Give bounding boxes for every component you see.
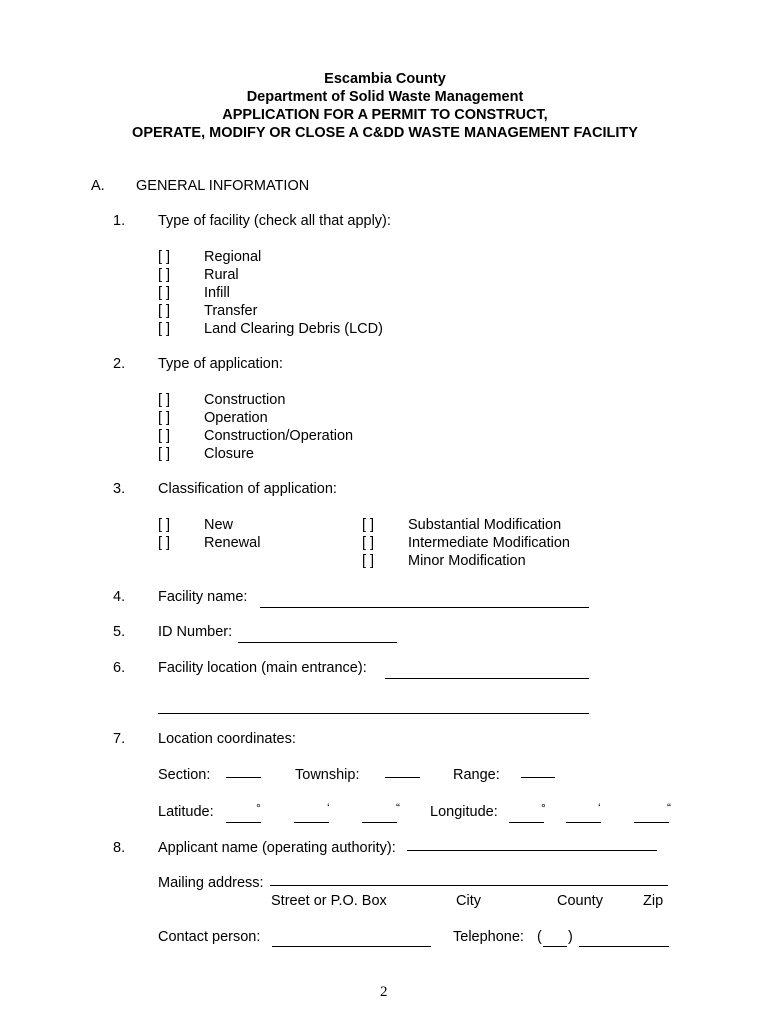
county-caption: County — [557, 893, 603, 909]
q8-label: Applicant name (operating authority): — [158, 840, 396, 856]
checkbox-construction-operation[interactable]: [ ] — [158, 428, 171, 444]
area-code-open-paren: ( — [537, 929, 542, 945]
option-minor-modification: Minor Modification — [408, 553, 526, 569]
checkbox-intermediate-modification[interactable]: [ ] — [362, 535, 375, 551]
longitude-label: Longitude: — [430, 804, 498, 820]
department-title: Department of Solid Waste Management — [246, 89, 524, 105]
q6-label: Facility location (main entrance): — [158, 660, 367, 676]
checkbox-transfer[interactable]: [ ] — [158, 303, 171, 319]
q1-number: 1. — [113, 213, 126, 229]
q4-label: Facility name: — [158, 589, 248, 605]
option-construction-operation: Construction/Operation — [204, 428, 354, 444]
facility-location-field[interactable] — [385, 678, 589, 679]
latitude-label: Latitude: — [158, 804, 214, 820]
longitude-degree-symbol: ° — [541, 801, 546, 815]
section-label: Section: — [158, 767, 211, 783]
contact-person-label: Contact person: — [158, 929, 261, 945]
q2-number: 2. — [113, 356, 126, 372]
checkbox-substantial-modification[interactable]: [ ] — [362, 517, 375, 533]
checkbox-new[interactable]: [ ] — [158, 517, 171, 533]
latitude-minutes-field[interactable] — [294, 822, 329, 823]
id-number-field[interactable] — [238, 642, 397, 643]
checkbox-infill[interactable]: [ ] — [158, 285, 171, 301]
option-transfer: Transfer — [204, 303, 258, 319]
q7-number: 7. — [113, 731, 126, 747]
area-code-close-paren: ) — [568, 929, 573, 945]
latitude-degrees-field[interactable] — [226, 822, 261, 823]
latitude-second-symbol: “ — [396, 801, 400, 815]
township-field[interactable] — [385, 777, 420, 778]
section-letter: A. — [91, 178, 105, 194]
q7-label: Location coordinates: — [158, 731, 296, 747]
facility-location-field-line2[interactable] — [158, 713, 589, 714]
option-infill: Infill — [204, 285, 230, 301]
mailing-address-field[interactable] — [270, 885, 668, 886]
telephone-label: Telephone: — [453, 929, 524, 945]
longitude-minutes-field[interactable] — [566, 822, 601, 823]
option-substantial-modification: Substantial Modification — [408, 517, 562, 533]
telephone-field[interactable] — [579, 946, 669, 947]
checkbox-closure[interactable]: [ ] — [158, 446, 171, 462]
option-operation: Operation — [204, 410, 268, 426]
county-title: Escambia County — [324, 71, 446, 87]
section-field[interactable] — [226, 777, 261, 778]
q5-label: ID Number: — [158, 624, 233, 640]
checkbox-minor-modification[interactable]: [ ] — [362, 553, 375, 569]
mailing-address-label: Mailing address: — [158, 875, 264, 891]
township-label: Township: — [295, 767, 360, 783]
checkbox-lcd[interactable]: [ ] — [158, 321, 171, 337]
q2-label: Type of application: — [158, 356, 283, 372]
checkbox-rural[interactable]: [ ] — [158, 267, 171, 283]
applicant-name-field[interactable] — [407, 850, 657, 851]
q3-label: Classification of application: — [158, 481, 337, 497]
longitude-minute-symbol: ‘ — [598, 801, 601, 815]
option-new: New — [204, 517, 234, 533]
option-regional: Regional — [204, 249, 262, 265]
checkbox-operation[interactable]: [ ] — [158, 410, 171, 426]
latitude-seconds-field[interactable] — [362, 822, 397, 823]
option-closure: Closure — [204, 446, 254, 462]
contact-person-field[interactable] — [272, 946, 431, 947]
latitude-degree-symbol: ° — [256, 801, 261, 815]
range-label: Range: — [453, 767, 500, 783]
q6-number: 6. — [113, 660, 126, 676]
q1-label: Type of facility (check all that apply): — [158, 213, 391, 229]
area-code-field[interactable] — [543, 946, 567, 947]
checkbox-regional[interactable]: [ ] — [158, 249, 171, 265]
longitude-second-symbol: “ — [667, 801, 671, 815]
option-lcd: Land Clearing Debris (LCD) — [204, 321, 383, 337]
option-renewal: Renewal — [204, 535, 261, 551]
q3-number: 3. — [113, 481, 126, 497]
latitude-minute-symbol: ‘ — [327, 801, 330, 815]
facility-name-field[interactable] — [260, 607, 589, 608]
q5-number: 5. — [113, 624, 126, 640]
q4-number: 4. — [113, 589, 126, 605]
section-title: GENERAL INFORMATION — [136, 178, 310, 194]
checkbox-construction[interactable]: [ ] — [158, 392, 171, 408]
city-caption: City — [456, 893, 481, 909]
option-construction: Construction — [204, 392, 286, 408]
option-rural: Rural — [204, 267, 239, 283]
form-title-line1: APPLICATION FOR A PERMIT TO CONSTRUCT, — [222, 107, 548, 123]
checkbox-renewal[interactable]: [ ] — [158, 535, 171, 551]
longitude-degrees-field[interactable] — [509, 822, 544, 823]
q8-number: 8. — [113, 840, 126, 856]
form-title-line2: OPERATE, MODIFY OR CLOSE A C&DD WASTE MANAGEMENT FACILITY — [132, 125, 638, 141]
zip-caption: Zip — [643, 893, 664, 909]
longitude-seconds-field[interactable] — [634, 822, 669, 823]
page-number: 2 — [380, 984, 388, 1000]
street-caption: Street or P.O. Box — [271, 893, 387, 909]
range-field[interactable] — [521, 777, 555, 778]
option-intermediate-modification: Intermediate Modification — [408, 535, 570, 551]
